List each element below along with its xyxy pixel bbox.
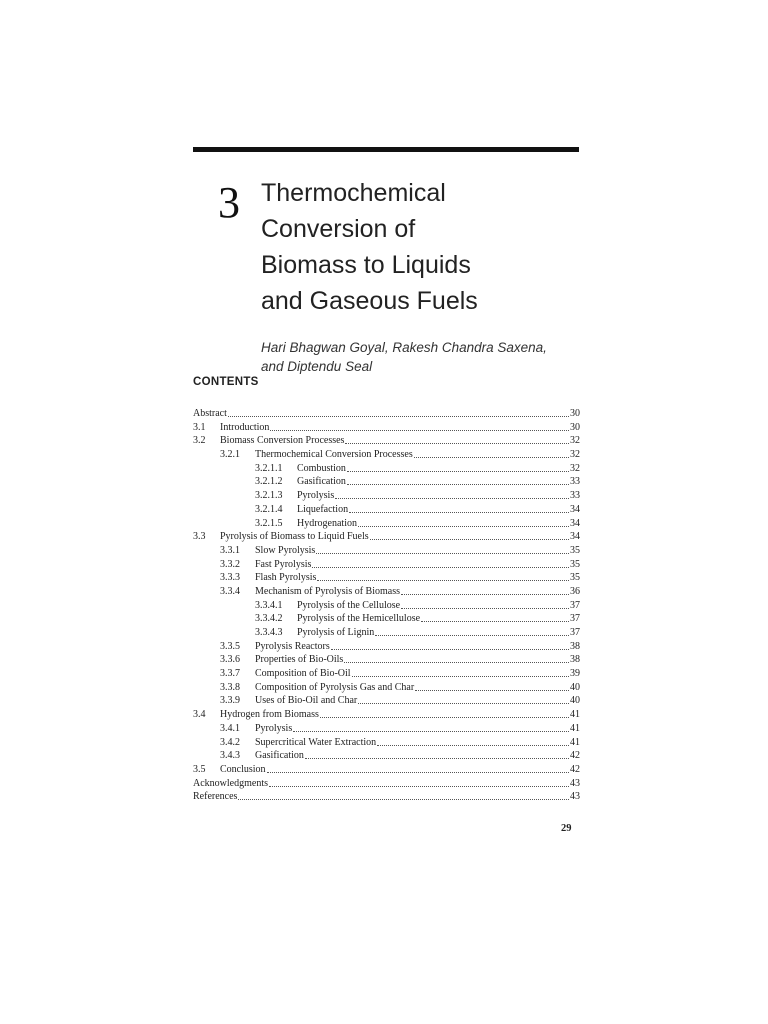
toc-entry — [193, 612, 580, 626]
toc-entry-page: 32 — [570, 449, 580, 461]
toc-entry — [193, 544, 580, 558]
toc-entry — [193, 517, 580, 531]
toc-entry-page: 42 — [570, 763, 580, 775]
toc-entry-number: 3.2.1.1 — [255, 462, 283, 474]
toc-entry — [193, 571, 580, 585]
toc-entry-title: Composition of Pyrolysis Gas and Char — [255, 681, 415, 693]
toc-dot-leader — [352, 667, 569, 677]
chapter-title-line: Thermochemical — [261, 179, 446, 207]
toc-entry-title: Supercritical Water Extraction — [255, 736, 377, 748]
toc-entry-number: 3.3.4.1 — [255, 599, 283, 611]
toc-entry-page: 41 — [570, 709, 580, 721]
toc-entry-number: 3.3.4.3 — [255, 627, 283, 638]
toc-entry-number: 3.3.1 — [220, 544, 240, 556]
toc-entry-number: 3.5 — [193, 763, 206, 775]
toc-entry-page: 36 — [570, 585, 580, 597]
toc-entry-page: 35 — [570, 544, 580, 556]
toc-entry-title: Flash Pyrolysis — [255, 572, 317, 584]
toc-entry-number: 3.2.1.2 — [255, 476, 283, 488]
toc-entry-title: Biomass Conversion Processes — [220, 435, 345, 447]
toc-entry — [193, 475, 580, 489]
toc-dot-leader — [347, 475, 569, 485]
toc-dot-leader — [349, 503, 569, 513]
toc-entry — [193, 530, 580, 544]
toc-entry-number: 3.2.1.4 — [255, 503, 283, 515]
toc-dot-leader — [267, 763, 569, 773]
toc-entry-number: 3.3.4.2 — [255, 613, 283, 625]
toc-entry-number: 3.2.1.5 — [255, 517, 283, 529]
toc-dot-leader — [358, 517, 569, 527]
toc-entry-page: 40 — [570, 695, 580, 707]
toc-dot-leader — [312, 558, 569, 568]
toc-entry-title: Liquefaction — [297, 503, 349, 515]
page-number: 29 — [561, 823, 572, 834]
toc-entry — [193, 790, 580, 804]
toc-dot-leader — [358, 694, 569, 704]
toc-dot-leader — [293, 722, 569, 732]
toc-entry-number: 3.2.1 — [220, 449, 240, 461]
toc-entry — [193, 694, 580, 708]
toc-entry-number: 3.3 — [193, 531, 206, 543]
toc-entry-page: 43 — [570, 777, 580, 789]
toc-dot-leader — [316, 544, 569, 554]
toc-entry-page: 34 — [570, 503, 580, 515]
toc-dot-leader — [345, 434, 569, 444]
toc-entry-number: 3.3.7 — [220, 668, 240, 680]
toc-entry — [193, 681, 580, 695]
chapter-title-line: and Gaseous Fuels — [261, 287, 478, 315]
toc-entry-page: 38 — [570, 640, 580, 652]
toc-entry — [193, 585, 580, 599]
toc-entry-number: 3.3.6 — [220, 654, 240, 666]
chapter-authors — [261, 338, 581, 376]
toc-entry-page: 34 — [570, 517, 580, 529]
toc-entry — [193, 434, 580, 448]
toc-entry-page: 42 — [570, 750, 580, 762]
toc-entry-number: 3.3.5 — [220, 640, 240, 652]
toc-entry-title: Slow Pyrolysis — [255, 544, 316, 556]
toc-entry-title: References — [193, 791, 238, 803]
toc-entry — [193, 763, 580, 777]
toc-entry-page: 38 — [570, 654, 580, 666]
toc-dot-leader — [375, 626, 569, 636]
toc-entry — [193, 626, 580, 640]
toc-entry-title: Introduction — [220, 421, 270, 433]
toc-entry — [193, 421, 580, 435]
toc-dot-leader — [414, 448, 569, 458]
toc-entry — [193, 599, 580, 613]
toc-dot-leader — [331, 640, 569, 650]
toc-dot-leader — [238, 790, 569, 800]
toc-entry-title: Acknowledgments — [193, 777, 268, 789]
toc-entry — [193, 736, 580, 750]
toc-entry-page: 43 — [570, 791, 580, 803]
toc-entry — [193, 448, 580, 462]
toc-entry — [193, 749, 580, 763]
toc-entry-title: Fast Pyrolysis — [255, 558, 312, 570]
chapter-title-line: Biomass to Liquids — [261, 251, 471, 279]
toc-dot-leader — [305, 749, 569, 759]
toc-entry-page: 30 — [570, 421, 580, 433]
toc-entry-page: 33 — [570, 476, 580, 488]
toc-entry-title: Uses of Bio-Oil and Char — [255, 695, 358, 707]
toc-entry-title: Pyrolysis — [255, 722, 293, 734]
toc-dot-leader — [269, 777, 569, 787]
toc-dot-leader — [401, 585, 569, 595]
chapter-number: 3 — [218, 178, 240, 227]
toc-dot-leader — [421, 612, 569, 622]
toc-dot-leader — [370, 530, 569, 540]
toc-entry-page: 32 — [570, 435, 580, 447]
toc-entry-title: Thermochemical Conversion Processes — [255, 449, 413, 461]
toc-entry-number: 3.2 — [193, 435, 206, 447]
toc-entry-title: Conclusion — [220, 763, 266, 775]
contents-heading: CONTENTS — [193, 376, 259, 388]
toc-entry-page: 41 — [570, 722, 580, 734]
toc-entry-title: Gasification — [255, 750, 304, 762]
toc-entry-title: Pyrolysis Reactors — [255, 640, 330, 652]
chapter-top-rule — [193, 147, 579, 152]
toc-entry — [193, 640, 580, 654]
toc-entry — [193, 777, 580, 791]
toc-entry-title: Abstract — [193, 408, 227, 419]
toc-dot-leader — [401, 599, 569, 609]
toc-entry-number: 3.2.1.3 — [255, 490, 283, 502]
toc-entry-page: 32 — [570, 462, 580, 474]
toc-dot-leader — [320, 708, 569, 718]
toc-entry-number: 3.3.2 — [220, 558, 240, 570]
toc-entry-number: 3.1 — [193, 421, 206, 433]
toc-entry-title: Hydrogenation — [297, 517, 357, 529]
chapter-title-line: Conversion of — [261, 215, 416, 243]
toc-dot-leader — [335, 489, 569, 499]
toc-entry-title: Pyrolysis of Lignin — [297, 627, 375, 638]
toc-entry — [193, 558, 580, 572]
toc-entry-title: Pyrolysis — [297, 490, 335, 502]
toc-entry-title: Pyrolysis of the Hemicellulose — [297, 613, 421, 625]
toc-entry-page: 34 — [570, 531, 580, 543]
toc-entry-page: 37 — [570, 599, 580, 611]
toc-entry-number: 3.4.1 — [220, 722, 240, 734]
toc-dot-leader — [344, 653, 569, 663]
toc-entry-number: 3.4.2 — [220, 736, 240, 748]
toc-entry-title: Combustion — [297, 462, 346, 474]
toc-entry — [193, 667, 580, 681]
author-line: and Diptendu Seal — [261, 359, 373, 374]
toc-entry-number: 3.4.3 — [220, 750, 240, 762]
table-of-contents — [193, 407, 580, 804]
toc-entry-title: Pyrolysis of Biomass to Liquid Fuels — [220, 531, 369, 543]
toc-entry-number: 3.4 — [193, 709, 206, 721]
toc-entry-page: 40 — [570, 681, 580, 693]
toc-entry-page: 41 — [570, 736, 580, 748]
toc-entry-page: 39 — [570, 668, 580, 680]
toc-entry-page: 35 — [570, 558, 580, 570]
toc-entry — [193, 489, 580, 503]
toc-entry-page: 30 — [570, 408, 580, 419]
toc-entry-number: 3.3.9 — [220, 695, 240, 707]
toc-entry — [193, 653, 580, 667]
toc-entry-page: 37 — [570, 613, 580, 625]
toc-entry — [193, 407, 580, 421]
toc-dot-leader — [415, 681, 569, 691]
toc-dot-leader — [377, 736, 569, 746]
toc-entry — [193, 708, 580, 722]
toc-entry-number: 3.3.8 — [220, 681, 240, 693]
author-line: Hari Bhagwan Goyal, Rakesh Chandra Saxena, — [261, 340, 547, 355]
toc-entry-title: Mechanism of Pyrolysis of Biomass — [255, 585, 400, 597]
toc-entry — [193, 503, 580, 517]
toc-entry-title: Composition of Bio-Oil — [255, 668, 351, 680]
toc-entry — [193, 722, 580, 736]
toc-dot-leader — [317, 571, 569, 581]
chapter-title — [261, 175, 581, 319]
toc-entry-title: Hydrogen from Biomass — [220, 709, 319, 721]
toc-dot-leader — [228, 407, 569, 417]
toc-dot-leader — [270, 421, 569, 431]
toc-entry-page: 35 — [570, 572, 580, 584]
toc-dot-leader — [347, 462, 569, 472]
toc-entry — [193, 462, 580, 476]
toc-entry-title: Gasification — [297, 476, 346, 488]
toc-entry-number: 3.3.4 — [220, 585, 240, 597]
toc-entry-title: Properties of Bio-Oils — [255, 654, 344, 666]
toc-entry-title: Pyrolysis of the Cellulose — [297, 599, 401, 611]
toc-entry-page: 37 — [570, 627, 580, 638]
toc-entry-number: 3.3.3 — [220, 572, 240, 584]
toc-entry-page: 33 — [570, 490, 580, 502]
